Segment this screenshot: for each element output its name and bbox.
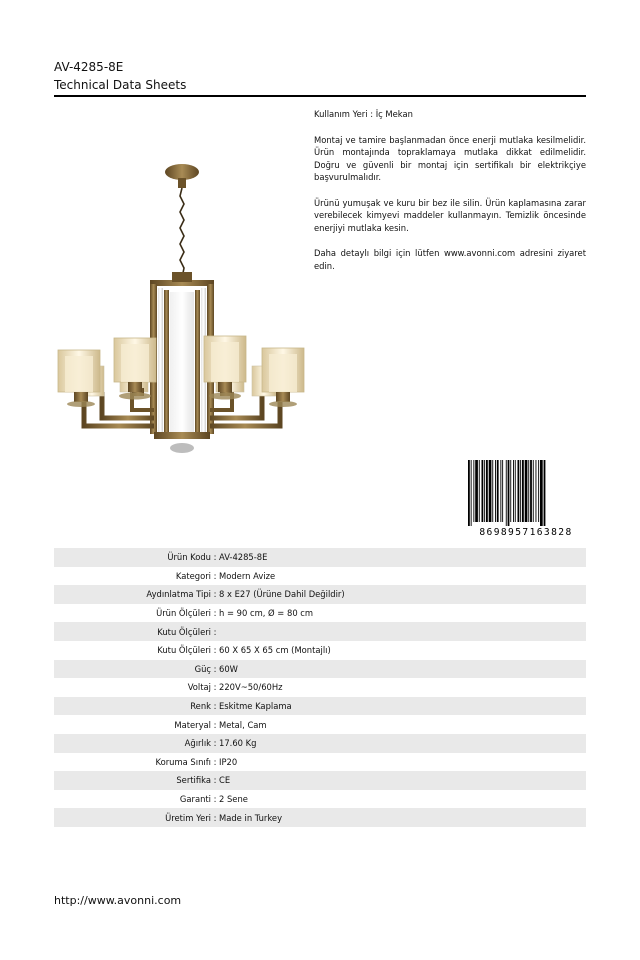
spec-value: IP20 bbox=[219, 756, 238, 767]
spec-row bbox=[54, 622, 586, 641]
spec-value: 2 Sene bbox=[219, 794, 248, 805]
barcode-bar bbox=[538, 460, 539, 522]
document-header bbox=[54, 58, 586, 94]
barcode-bar bbox=[520, 460, 521, 522]
barcode-bar bbox=[471, 460, 472, 526]
barcode-bar bbox=[486, 460, 488, 522]
barcode-bar bbox=[518, 460, 520, 522]
spec-value: Eskitme Kaplama bbox=[219, 701, 292, 712]
spec-separator: : bbox=[213, 608, 217, 619]
barcode-bar bbox=[500, 460, 501, 522]
spec-separator: : bbox=[213, 701, 217, 712]
barcode-bar bbox=[495, 460, 496, 522]
spec-row bbox=[54, 604, 586, 623]
spec-separator: : bbox=[213, 626, 217, 637]
spec-label: Materyal bbox=[174, 719, 211, 730]
spec-value: CE bbox=[219, 775, 231, 786]
spec-table bbox=[54, 548, 586, 827]
barcode-bar bbox=[515, 460, 516, 522]
spec-separator: : bbox=[213, 812, 217, 823]
spec-value: 60W bbox=[219, 663, 238, 674]
spec-value: 60 X 65 X 65 cm (Montajlı) bbox=[219, 645, 331, 656]
spec-label: Voltaj bbox=[187, 682, 211, 693]
spec-label: Kutu Ölçüleri bbox=[157, 645, 211, 656]
barcode-bar bbox=[489, 460, 492, 522]
barcode-bar bbox=[536, 460, 537, 522]
barcode-number: 8698957163828 bbox=[479, 527, 573, 538]
spec-row bbox=[54, 753, 586, 772]
spec-label: Üretim Yeri bbox=[165, 812, 211, 823]
barcode-bar bbox=[522, 460, 524, 522]
spec-separator: : bbox=[213, 589, 217, 600]
spec-row bbox=[54, 548, 586, 567]
usage-location: Kullanım Yeri : İç Mekan bbox=[314, 109, 413, 119]
footer-url[interactable]: http://www.avonni.com bbox=[54, 894, 182, 907]
info-paragraph-safety: Montaj ve tamire başlanmadan önce enerji mutlaka kesilmelidir. Ürün montajında topraklamaya mutlaka dikkat edilmelidir. Doğru ve güvenli bir montaj için sertifikalı bir elektrikçiye başvurulmalıdır. bbox=[314, 134, 586, 183]
barcode-bar bbox=[497, 460, 499, 522]
spec-separator: : bbox=[213, 645, 217, 656]
barcode-bar bbox=[475, 460, 478, 522]
spec-separator: : bbox=[213, 756, 217, 767]
spec-row bbox=[54, 660, 586, 679]
spec-row bbox=[54, 771, 586, 790]
spec-value: 8 x E27 (Ürüne Dahil Değildir) bbox=[219, 589, 345, 600]
spec-value: AV-4285-8E bbox=[219, 552, 268, 563]
barcode-bar bbox=[484, 460, 485, 522]
product-code-title: AV-4285-8E bbox=[54, 60, 124, 74]
spec-label: Kategori bbox=[175, 570, 211, 581]
spec-label: Ürün Kodu bbox=[167, 552, 211, 563]
barcode-bar bbox=[492, 460, 493, 522]
spec-label: Ürün Ölçüleri bbox=[156, 608, 211, 619]
info-paragraph-website: Daha detaylı bilgi için lütfen www.avonni.com adresini ziyaret edin. bbox=[314, 247, 586, 271]
barcode-bar bbox=[479, 460, 480, 522]
barcode-bar bbox=[482, 460, 484, 522]
barcode-bar bbox=[513, 460, 514, 522]
barcode-bar bbox=[528, 460, 529, 522]
spec-row bbox=[54, 734, 586, 753]
spec-label: Aydınlatma Tipi bbox=[146, 589, 211, 600]
barcode-bar bbox=[468, 460, 470, 526]
spec-row bbox=[54, 678, 586, 697]
barcode-bar bbox=[510, 460, 511, 522]
spec-separator: : bbox=[213, 570, 217, 581]
chandelier-product-image bbox=[54, 160, 314, 460]
barcode-bar bbox=[508, 460, 510, 526]
spec-separator: : bbox=[213, 775, 217, 786]
spec-label: Koruma Sınıfı bbox=[155, 756, 211, 767]
barcode-bar bbox=[533, 460, 534, 522]
spec-row bbox=[54, 715, 586, 734]
spec-separator: : bbox=[213, 719, 217, 730]
spec-row bbox=[54, 567, 586, 586]
document-subtitle: Technical Data Sheets bbox=[54, 78, 187, 92]
spec-separator: : bbox=[213, 552, 217, 563]
spec-row bbox=[54, 790, 586, 809]
barcode-bar bbox=[502, 460, 503, 522]
spec-separator: : bbox=[213, 794, 217, 805]
spec-value: Modern Avize bbox=[219, 570, 276, 581]
spec-label: Garanti bbox=[179, 794, 211, 805]
info-text-block bbox=[314, 108, 586, 285]
spec-label: Sertifika bbox=[176, 775, 211, 786]
barcode-bars bbox=[468, 460, 545, 526]
spec-row bbox=[54, 641, 586, 660]
ean-barcode bbox=[466, 460, 586, 538]
spec-separator: : bbox=[213, 738, 217, 749]
spec-row bbox=[54, 697, 586, 716]
barcode-bar bbox=[540, 460, 543, 526]
spec-label: Güç bbox=[194, 663, 211, 674]
spec-separator: : bbox=[213, 682, 217, 693]
spec-label: Renk bbox=[190, 701, 211, 712]
spec-label: Kutu Ölçüleri bbox=[157, 626, 211, 637]
spec-value: Metal, Cam bbox=[219, 719, 267, 730]
spec-row bbox=[54, 808, 586, 827]
header-divider bbox=[54, 95, 586, 97]
barcode-bar bbox=[473, 460, 474, 522]
spec-value: h = 90 cm, Ø = 80 cm bbox=[219, 608, 314, 619]
barcode-bar bbox=[525, 460, 528, 522]
barcode-bar bbox=[530, 460, 532, 522]
spec-value: 220V~50/60Hz bbox=[219, 682, 283, 693]
barcode-bar bbox=[544, 460, 546, 526]
spec-row bbox=[54, 585, 586, 604]
barcode-bar bbox=[506, 460, 507, 526]
spec-value: Made in Turkey bbox=[219, 812, 283, 823]
spec-label: Ağırlık bbox=[184, 738, 211, 749]
spec-value: 17.60 Kg bbox=[219, 738, 257, 749]
spec-separator: : bbox=[213, 663, 217, 674]
info-paragraph-cleaning: Ürünü yumuşak ve kuru bir bez ile silin. Ürün kaplamasına zarar verebilecek kimyevi maddeler kullanmayın. Temizlik öncesinde enerjiyi mutlaka kesin. bbox=[314, 197, 586, 233]
